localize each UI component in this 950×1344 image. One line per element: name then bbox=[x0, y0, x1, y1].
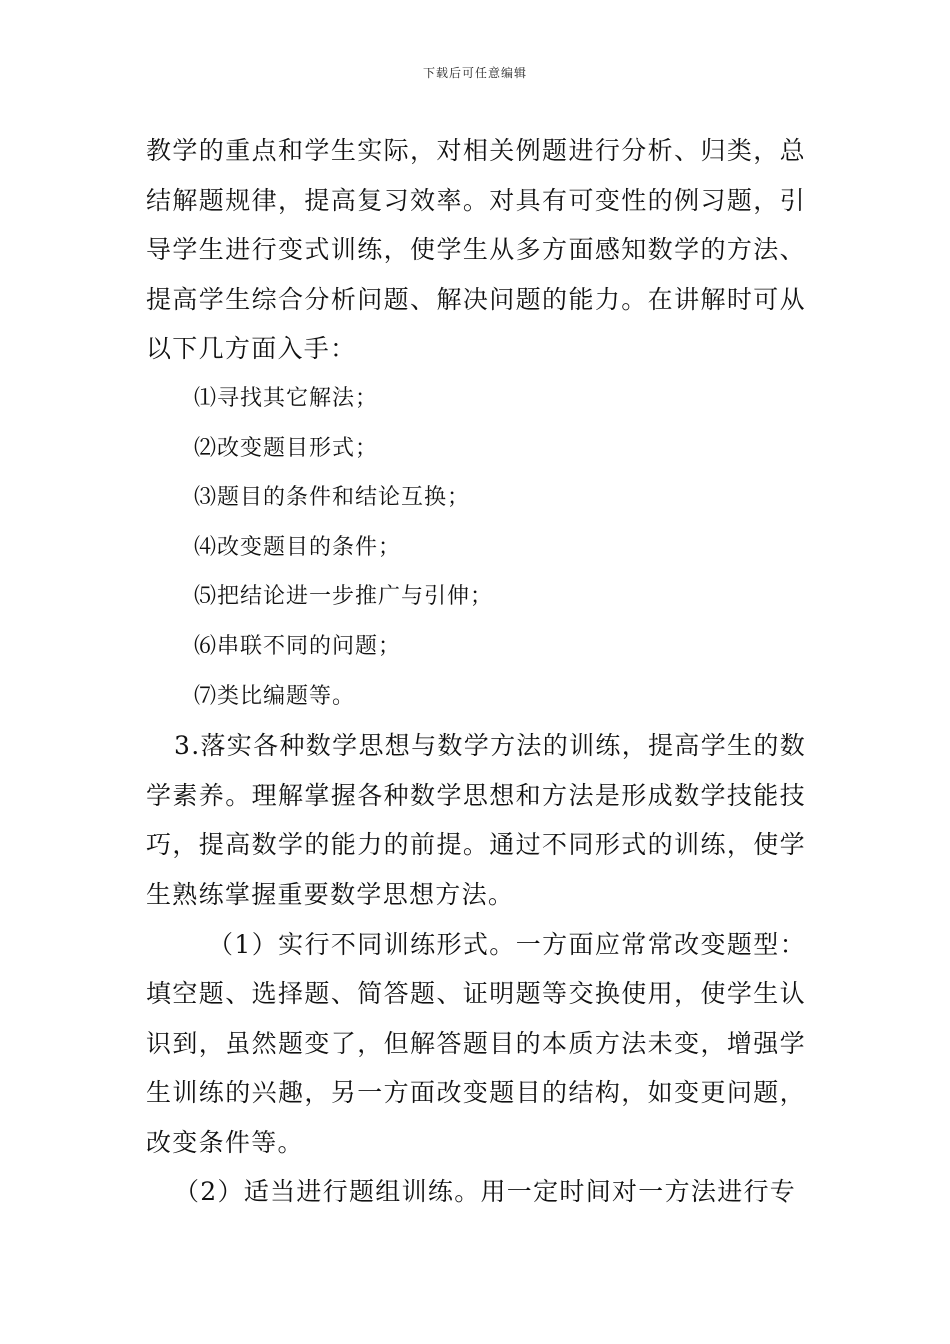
list-item: ⑸把结论进一步推广与引伸； bbox=[194, 584, 494, 610]
list-item: ⑵改变题目形式； bbox=[194, 435, 379, 461]
page-header: 下载后可任意编辑 bbox=[422, 66, 527, 80]
list-item: ⑶题目的条件和结论互换； bbox=[194, 485, 471, 511]
paragraph-intro: 教学的重点和学生实际，对相关例题进行分析、归类，总结解题规律，提高复习效率。对具有可变性的例习题，引导学生进行变式训练，使学生从多方面感知数学的方法、提高学生综合分析问题、解决问题的能力。在讲解时可从以下几方面入手： bbox=[146, 136, 806, 364]
list-item: ⑹串联不同的问题； bbox=[194, 633, 402, 659]
paragraph-question-groups: （2）适当进行题组训练。用一定时间对一方法进行专 bbox=[174, 1177, 797, 1207]
method-list bbox=[146, 374, 806, 721]
paragraph-section-3: 3.落实各种数学思想与数学方法的训练，提高学生的数学素养。理解掌握各种数学思想和方法是形成数学技能技巧，提高数学的能力的前提。通过不同形式的训练，使学生熟练掌握重要数学思想方法。 bbox=[146, 731, 806, 909]
list-item: ⑴寻找其它解法； bbox=[194, 385, 379, 411]
list-item: ⑷改变题目的条件； bbox=[194, 534, 402, 560]
list-item: ⑺类比编题等。 bbox=[194, 683, 356, 709]
paragraph-training-forms: （1）实行不同训练形式。一方面应常常改变题型：填空题、选择题、简答题、证明题等交换使用，使学生认识到，虽然题变了，但解答题目的本质方法未变，增强学生训练的兴趣，另一方面改变题目的结构，如变更问题，改变条件等。 bbox=[146, 929, 806, 1157]
document-body bbox=[146, 126, 806, 1217]
